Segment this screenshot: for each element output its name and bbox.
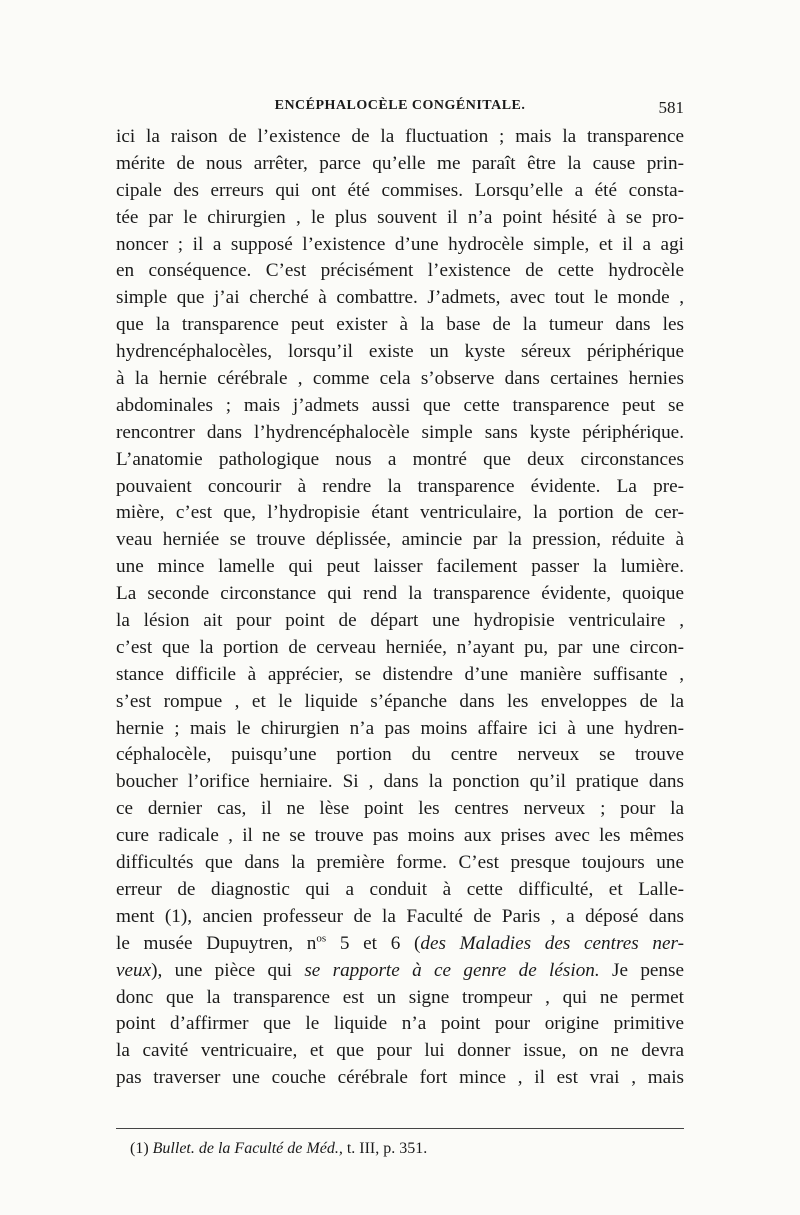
footnote-marker: (1) xyxy=(130,1140,153,1157)
text-line: hernie ; mais le chirurgien n’a pas moins affaire ici à une hydren- xyxy=(116,717,684,739)
footnote-rest: t. III, p. 351. xyxy=(342,1140,428,1157)
text-line: pas traverser une couche cérébrale fort mince , il est vrai , mais xyxy=(116,1067,684,1089)
running-head xyxy=(116,98,684,122)
text-line: abdominales ; mais j’admets aussi que cette transparence peut se xyxy=(116,394,684,416)
text-line: c’est que la portion de cerveau herniée, n’ayant pu, par une circon- xyxy=(116,636,684,658)
text-line-with-italic xyxy=(116,958,684,985)
body-text xyxy=(116,124,684,1092)
text-line: La seconde circonstance qui rend la transparence évidente, quoique xyxy=(116,583,684,605)
text-line: mière, c’est que, l’hydropisie étant ventriculaire, la portion de cer- xyxy=(116,502,684,524)
text-line: céphalocèle, puisqu’une portion du centre nerveux se trouve xyxy=(116,744,684,766)
text-line: ici la raison de l’existence de la fluctuation ; mais la transparence xyxy=(116,126,684,147)
text-line: erreur de diagnostic qui a conduit à cette difficulté, et Lalle- xyxy=(116,878,684,900)
text-line: à la hernie cérébrale , comme cela s’observe dans certaines hernies xyxy=(116,368,684,390)
text-line: cipale des erreurs qui ont été commises. Lorsqu’elle a été consta- xyxy=(116,179,684,201)
text-line: hydrencéphalocèles, lorsqu’il existe un kyste séreux périphérique xyxy=(116,341,684,363)
text-segment: 5 et 6 ( xyxy=(326,932,421,954)
italic-segment: des Maladies des centres ner- xyxy=(420,932,684,954)
text-line: s’est rompue , et le liquide s’épanche dans les enveloppes de la xyxy=(116,690,684,712)
superscript: os xyxy=(316,932,327,945)
text-line: en conséquence. C’est précisément l’existence de cette hydrocèle xyxy=(116,260,684,282)
text-line: point d’affirmer que le liquide n’a point pour origine primitive xyxy=(116,1013,684,1035)
text-line: ment (1), ancien professeur de la Faculté de Paris , a déposé dans xyxy=(116,905,684,927)
text-line: pouvaient concourir à rendre la transparence évidente. La pre- xyxy=(116,475,684,497)
text-segment: Je pense xyxy=(599,959,684,981)
text-line: cure radicale , il ne se trouve pas moins aux prises avec les mêmes xyxy=(116,825,684,847)
text-line: noncer ; il a supposé l’existence d’une hydrocèle simple, et il a agi xyxy=(116,233,684,255)
text-line: que la transparence peut exister à la base de la tumeur dans les xyxy=(116,314,684,336)
text-line: boucher l’orifice herniaire. Si , dans la ponction qu’il pratique dans xyxy=(116,771,684,793)
running-title: ENCÉPHALOCÈLE CONGÉNITALE. xyxy=(274,98,526,113)
text-segment: le musée Dupuytren, n xyxy=(116,932,317,954)
footnote xyxy=(130,1138,427,1160)
text-line: difficultés que dans la première forme. C’est presque toujours une xyxy=(116,852,684,874)
text-line: ce dernier cas, il ne lèse point les centres nerveux ; pour la xyxy=(116,798,684,820)
text-line: tée par le chirurgien , le plus souvent il n’a point hésité à se pro- xyxy=(116,206,684,228)
text-line: mérite de nous arrêter, parce qu’elle me paraît être la cause prin- xyxy=(116,152,684,174)
text-line: L’anatomie pathologique nous a montré que deux circonstances xyxy=(116,448,684,470)
page-number: 581 xyxy=(658,98,684,117)
text-line: donc que la transparence est un signe trompeur , qui ne permet xyxy=(116,986,684,1008)
text-line: veau herniée se trouve déplissée, amincie par la pression, réduite à xyxy=(116,529,684,551)
footnote-italic: Bullet. de la Faculté de Méd., xyxy=(152,1140,343,1157)
text-line: la lésion ait pour point de départ une hydropisie ventriculaire , xyxy=(116,610,684,632)
text-line: une mince lamelle qui peut laisser facilement passer la lumière. xyxy=(116,556,684,578)
text-line-with-italic xyxy=(116,931,684,958)
italic-segment: se rapporte à ce genre de lésion. xyxy=(304,959,600,981)
italic-segment: veux xyxy=(116,959,152,981)
text-line: rencontrer dans l’hydrencéphalocèle simple sans kyste périphérique. xyxy=(116,421,684,443)
text-segment: ), une pièce qui xyxy=(151,959,305,981)
text-line: simple que j’ai cherché à combattre. J’admets, avec tout le monde , xyxy=(116,287,684,309)
footnote-divider xyxy=(116,1128,684,1129)
text-line: stance difficile à apprécier, se distendre d’une manière suffisante , xyxy=(116,663,684,685)
text-line: la cavité ventricuaire, et que pour lui donner issue, on ne devra xyxy=(116,1040,684,1062)
